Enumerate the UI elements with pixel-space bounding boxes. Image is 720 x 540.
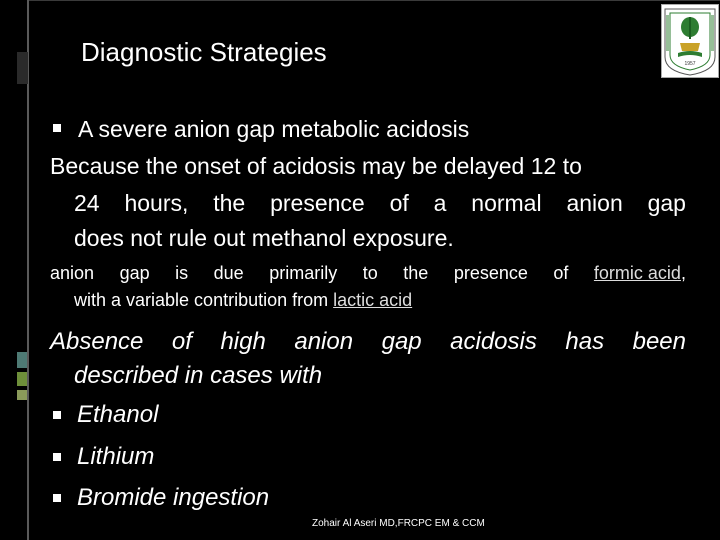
- word: due: [213, 263, 244, 283]
- point-formic-line1: [50, 263, 686, 284]
- point-onset-line1: Because the onset of acidosis may be delayed 12 to: [50, 153, 582, 179]
- word: gap: [381, 328, 422, 355]
- square-bullet-icon: [53, 124, 61, 132]
- word: of: [171, 328, 192, 355]
- point-onset-line2: [74, 190, 686, 217]
- word: acidosis: [450, 328, 537, 355]
- point-formic-line2: [74, 290, 412, 311]
- word: high: [220, 328, 266, 355]
- comma: ,: [680, 263, 686, 283]
- bullet-lithium: Lithium: [77, 443, 155, 470]
- word: anion: [566, 190, 623, 216]
- word: normal: [471, 190, 542, 216]
- university-seal-logo: [661, 4, 719, 78]
- bullet-bromide: Bromide ingestion: [77, 484, 270, 511]
- point-onset-line3: does not rule out methanol exposure.: [74, 225, 454, 251]
- lactic-acid-link[interactable]: lactic acid: [333, 290, 413, 310]
- word: presence: [453, 263, 528, 283]
- word: of: [553, 263, 569, 283]
- slide-title: Diagnostic Strategies: [81, 37, 327, 67]
- word: anion: [294, 328, 354, 355]
- square-bullet-icon: [53, 494, 61, 502]
- svg-text:1957: 1957: [684, 61, 696, 67]
- point-absence-line2: described in cases with: [74, 362, 323, 389]
- contribution-text: with a variable contribution from: [74, 290, 334, 310]
- square-bullet-icon: [53, 453, 61, 461]
- word: a: [433, 190, 447, 216]
- point-anion-gap: A severe anion gap metabolic acidosis: [78, 116, 470, 142]
- word: has: [565, 328, 605, 355]
- square-bullet-icon: [53, 411, 61, 419]
- point-absence-line1: [50, 328, 686, 356]
- bullet-ethanol: Ethanol: [77, 401, 159, 428]
- word: presence: [270, 190, 365, 216]
- word: to: [362, 263, 378, 283]
- word: Absence: [50, 328, 144, 355]
- word: the: [213, 190, 246, 216]
- slide-footer-author: Zohair Al Aseri MD,FRCPC EM & CCM: [312, 518, 485, 529]
- word: been: [632, 328, 686, 355]
- decorative-accent-block: [17, 52, 28, 84]
- formic-acid-link[interactable]: formic acid: [593, 263, 681, 283]
- word: hours,: [124, 190, 189, 216]
- word: gap: [647, 190, 686, 216]
- word: gap: [119, 263, 150, 283]
- word: of: [389, 190, 409, 216]
- word: primarily: [269, 263, 338, 283]
- word: anion: [50, 263, 95, 283]
- decorative-accent-olive: [17, 390, 27, 400]
- decorative-accent-green: [17, 372, 27, 386]
- decorative-accent-teal: [17, 352, 27, 368]
- word: is: [175, 263, 189, 283]
- word: 24: [74, 190, 100, 216]
- slide-top-border: [27, 0, 720, 1]
- word: the: [403, 263, 429, 283]
